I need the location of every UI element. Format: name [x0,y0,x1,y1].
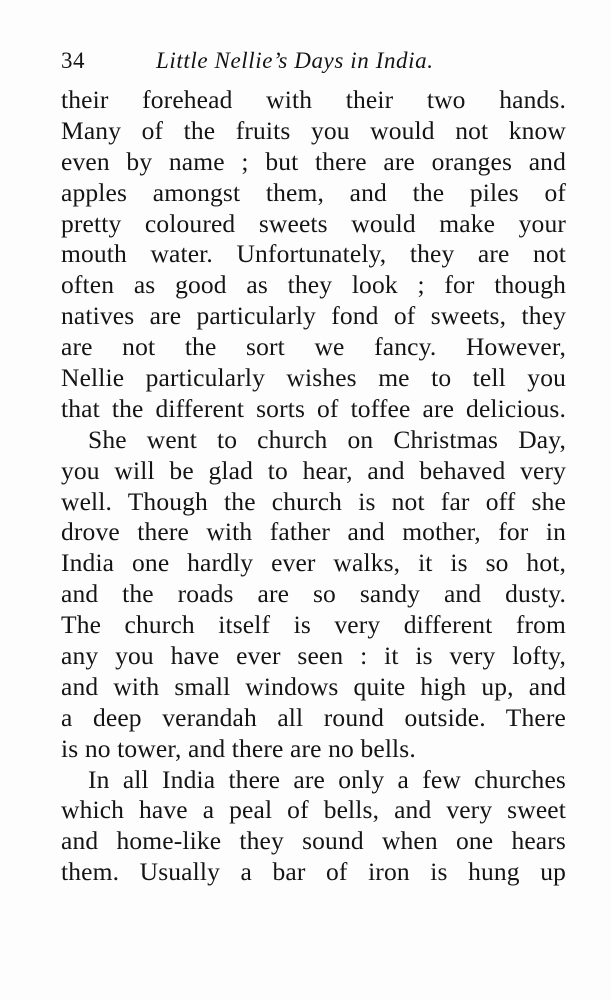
text-line: and with small windows quite high up, and [61,671,566,701]
text-line: well. Though the church is not far off she [61,486,566,516]
text-line: and home-like they sound when one hears [61,826,566,856]
text-line: even by name ; but there are oranges and [61,146,566,176]
text-line: Nellie particularly wishes me to tell you [61,363,566,393]
paragraph-christmas-church [61,425,566,765]
running-title: Little Nellie’s Days in India. [156,48,434,73]
text-line: and the roads are so sandy and dusty. [61,579,566,609]
text-line: is no tower, and there are no bells. [61,733,416,763]
text-line: India one hardly ever walks, it is so hot, [61,548,566,578]
text-line: their forehead with their two hands. [61,85,566,114]
text-line: The church itself is very different from [61,610,566,640]
text-line: that the different sorts of toffee are delicious. [61,393,566,423]
text-line: pretty coloured sweets would make your [61,208,566,238]
text-line: are not the sort we fancy. However, [61,332,566,362]
text-line: natives are particularly fond of sweets, they [61,301,566,331]
text-line: In all India there are only a few churches [88,764,566,794]
paragraph-church-bells [61,765,566,889]
text-line: them. Usually a bar of iron is hung up [61,857,566,887]
text-line: often as good as they look ; for though [61,270,566,300]
text-line: drove there with father and mother, for in [61,517,566,547]
text-line: Many of the fruits you would not know [61,115,566,145]
text-line: mouth water. Unfortunately, they are not [61,239,566,269]
text-line: She went to church on Christmas Day, [88,424,566,454]
running-head [61,42,566,76]
text-line: which have a peal of bells, and very sweet [61,795,566,825]
body-text [61,85,566,888]
text-line: a deep verandah all round outside. There [61,702,566,732]
text-line: apples amongst them, and the piles of [61,177,566,207]
page-number: 34 [61,48,85,73]
paragraph-fruit-stall [61,85,566,425]
text-line: you will be glad to hear, and behaved very [61,455,566,485]
text-line: any you have ever seen : it is very lofty, [61,641,566,671]
